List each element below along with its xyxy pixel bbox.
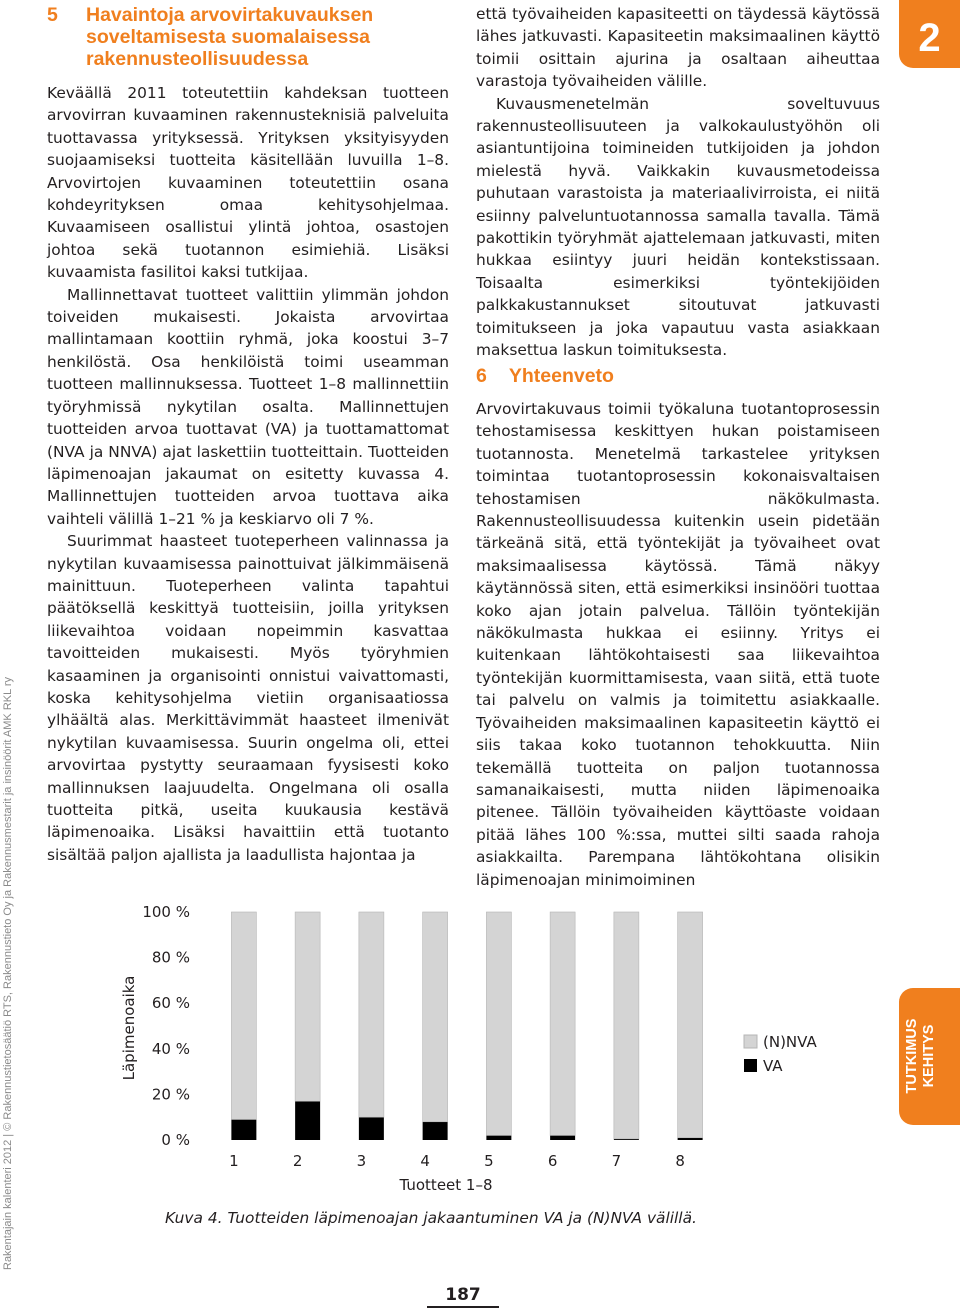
chapter-tab: 2 (899, 0, 960, 68)
chart-x-axis-label: Tuotteet 1–8 (399, 1176, 493, 1194)
chart-y-tick-label: 20 % (151, 1085, 190, 1104)
chart-x-tick-label: 6 (547, 1152, 558, 1170)
chart-y-tick-label: 80 % (151, 948, 190, 967)
section-6-title: Yhteenveto (508, 365, 614, 387)
chart-bar-nnva-7 (614, 912, 639, 1139)
category-tab (899, 988, 960, 1125)
chart-x-tick-label: 5 (484, 1152, 494, 1170)
category-tab-line-2: KEHITYS (921, 1024, 937, 1088)
chart-y-tick-label: 60 % (151, 994, 190, 1013)
right-paragraph-2: Kuvausmenetelmän soveltuvuus rakennusteollisuuteen ja valkokaulustyöhön oli asiantuntijoina toimineiden tutkijoiden ja johdon mielestä hyvä. Vaikkakin kuvausmetodeissa puhutaan varastoista ja materiaalivirroista, ei niitä esiinny palveluntuotannossa samalla tavalla. Tämä pakottikin työryhmät ajattelemaan jatkuvasti, miten hukkaa esiintyy juuri heidän kontekstissaan. Toisaalta esimerkiksi työntekijöiden palkkakustannukset sitoutuvat jatkuvasti toimitukseen ja joka vapautuu vasta asiakkaan maksettua laskun toimituksesta. (476, 94, 880, 360)
chart-legend-label: VA (763, 1057, 783, 1075)
right-paragraph-3: Arvovirtakuvaus toimii työkaluna tuotantoprosessin tehostamisessa keskittyen hukan poistamiseen tuotannosta. Menetelmä tarkastelee yrityksen toimintaa tuotantoprosessin kokonaisvaltaisen tehostamisen näkökulmasta. Rakennusteollisuudessa kuitenkin usein pidetään tärkeänä sitä, että työntekijät ja työvaiheet ovat maksimaalisessa käytössä. Tämä näkyy käytännössä siten, että esimerkiksi insinööri tuottaa koko ajan jotain palvelua. Tällöin työntekijän näkökulmasta hukkaa ei esiinny. Yritys ei kuitenkaan lähtökohtaisesti saa liikevaihtoa työntekijän kuormittamisesta, vaan siitä, että tuote tai palvelu on valmis ja toimitettu asiakkaalle. Työvaiheiden maksimaalinen kapasiteetin käyttö ei siis takaa koko tuotannon tehokkuutta. Niin tekemällä tuotteita on paljon tuotannossa samanaikaisesti, mutta niiden läpimenoaika pitenee. Tällöin työvaiheiden käyttöaste voidaan pitää lähes 100 %:ssa, muttei silti saada rahoja asiakkailta. Parempana lähtökohtana olisikin läpimenoajan minimoiminen (476, 400, 880, 889)
chart-y-tick-label: 0 % (161, 1131, 190, 1149)
chart-bar-nnva-2 (295, 912, 320, 1101)
chart-bar-va-4 (423, 1122, 448, 1140)
chart-bar-nnva-1 (231, 912, 256, 1119)
chart-x-tick-label: 7 (611, 1152, 622, 1170)
chart-bar-nnva-6 (550, 912, 575, 1135)
chart-bar-va-8 (678, 1138, 703, 1140)
right-column-body-bottom (476, 398, 880, 891)
left-paragraph-1: Keväällä 2011 toteutettiin kahdeksan tuotteen arvovirran kuvaaminen rakennusteknisiä palveluita tuottavassa yrityksessä. Yrityksen yksityisyyden suojaamiseksi tuotteita käsitellään luvuilla 1–8. Arvovirtojen kuvaaminen toteutettiin osana kohdeyrityksen omaa kehitysohjelmaa. Kuvaamiseen osallistui ylintä johtoa, osastojen johtoa sekä tuotannon esimiehiä. Lisäksi kuvaamista fasilitoi kaksi tutkijaa. (47, 84, 449, 282)
chart-bar-nnva-3 (359, 912, 384, 1117)
chart-y-tick-label: 40 % (151, 1039, 190, 1058)
chart-x-tick-label: 8 (675, 1152, 685, 1170)
left-column-body (47, 82, 449, 866)
chart-y-axis-label: Läpimenoaika (120, 975, 138, 1081)
chart-bar-va-2 (295, 1101, 320, 1140)
right-column-body-top (476, 3, 880, 362)
chart-bar-va-7 (614, 1139, 639, 1140)
chart-bar-nnva-4 (423, 912, 448, 1122)
chart-x-tick-label: 4 (420, 1152, 430, 1170)
page-number: 187 (445, 1285, 481, 1305)
category-tab-line-1: TUTKIMUS (904, 1018, 920, 1094)
chart-bar-va-6 (550, 1135, 575, 1140)
page-number-rule (427, 1306, 499, 1308)
chart-bar-va-1 (231, 1119, 256, 1140)
chart-x-tick-label: 1 (229, 1152, 239, 1170)
left-paragraph-3: Suurimmat haasteet tuoteperheen valinnassa ja nykytilan kuvaamisessa painottuivat jälkimmäisenä mainittuun. Tuoteperheen valinta tapahtui päätöksellä keskittyä tuotteisiin, joilla yrityksen liikevaihtoa voidaan nopeimmin kasvattaa tavoitteiden mukaisesti. Myös työryhmien kasaaminen ja organisointi onnistui vaivattomasti, koska kehitysohjelma vietiin organisaatiossa ylhäältä alas. Merkittävimmät haasteet ilmenivät nykytilan kuvaamisessa. Suurin ongelma oli, ettei arvovirtaa pystytty seuraamaan fyysisesti koko mallinnuksen laajuudelta. Ongelmana oli osalla tuotteita pitkä, useita kuukausia kestävä läpimenoaika. Lisäksi havaittiin että tuotanto sisältää paljon ajallista ja laadullista hajontaa ja (47, 532, 449, 864)
section-5-number: 5 (47, 4, 58, 26)
left-paragraph-2: Mallinnettavat tuotteet valittiin ylimmän johdon toiveiden mukaisesti. Jokaista arvovirtaa mallintamaan koottiin ryhmä, joka koostui 3–7 henkilöstä. Osa henkilöistä toimi useamman tuotteen mallinnuksessa. Tuotteet 1–8 mallinnettiin työryhmissä nykytilan osalta. Mallinnettujen tuotteiden arvoa tuottavat (VA) ja tuottamattomat (NVA ja NNVA) ajat laskettiin tuotteittain. Tuotteiden läpimenoajan jakaumat on esitetty kuvassa 4. Mallinnettujen tuotteiden arvoa tuottava aika vaihteli välillä 1–21 % ja keskiarvo oli 7 %. (47, 285, 449, 528)
section-6-heading (476, 364, 614, 388)
chart-legend-swatch (744, 1035, 757, 1048)
chart-legend-label: (N)NVA (763, 1033, 817, 1051)
chart-x-tick-label: 2 (292, 1152, 303, 1170)
chart-x-tick-label: 3 (356, 1152, 367, 1170)
page-credit-line: Rakentajain kalenteri 2012 | © Rakennustietosäätiö RTS, Rakennustieto Oy ja Rakennusmestarit ja insinöörit AMK RKL ry (2, 676, 14, 1270)
chart-bar-nnva-5 (486, 912, 511, 1135)
chart-bar-nnva-8 (678, 912, 703, 1138)
figure-caption: Kuva 4. Tuotteiden läpimenoajan jakaantuminen VA ja (N)NVA välillä. (165, 1209, 697, 1227)
section-6-number: 6 (476, 365, 487, 387)
right-paragraph-1: että työvaiheiden kapasiteetti on täydessä käytössä lähes jatkuvasti. Kapasiteetin maksimaalinen käyttö toimii osittain ajurina ja osaltaan aiheuttaa varastoja työvaiheiden välille. (476, 5, 880, 91)
section-5-title: Havaintoja arvovirtakuvauksen soveltamisesta suomalaisessa rakennusteollisuudessa (86, 4, 374, 70)
chart-bar-va-5 (486, 1135, 511, 1140)
chart-legend-swatch (744, 1059, 757, 1072)
section-5-heading (47, 4, 447, 70)
chart-bar-va-3 (359, 1117, 384, 1140)
chart-y-tick-label: 100 % (142, 903, 190, 921)
